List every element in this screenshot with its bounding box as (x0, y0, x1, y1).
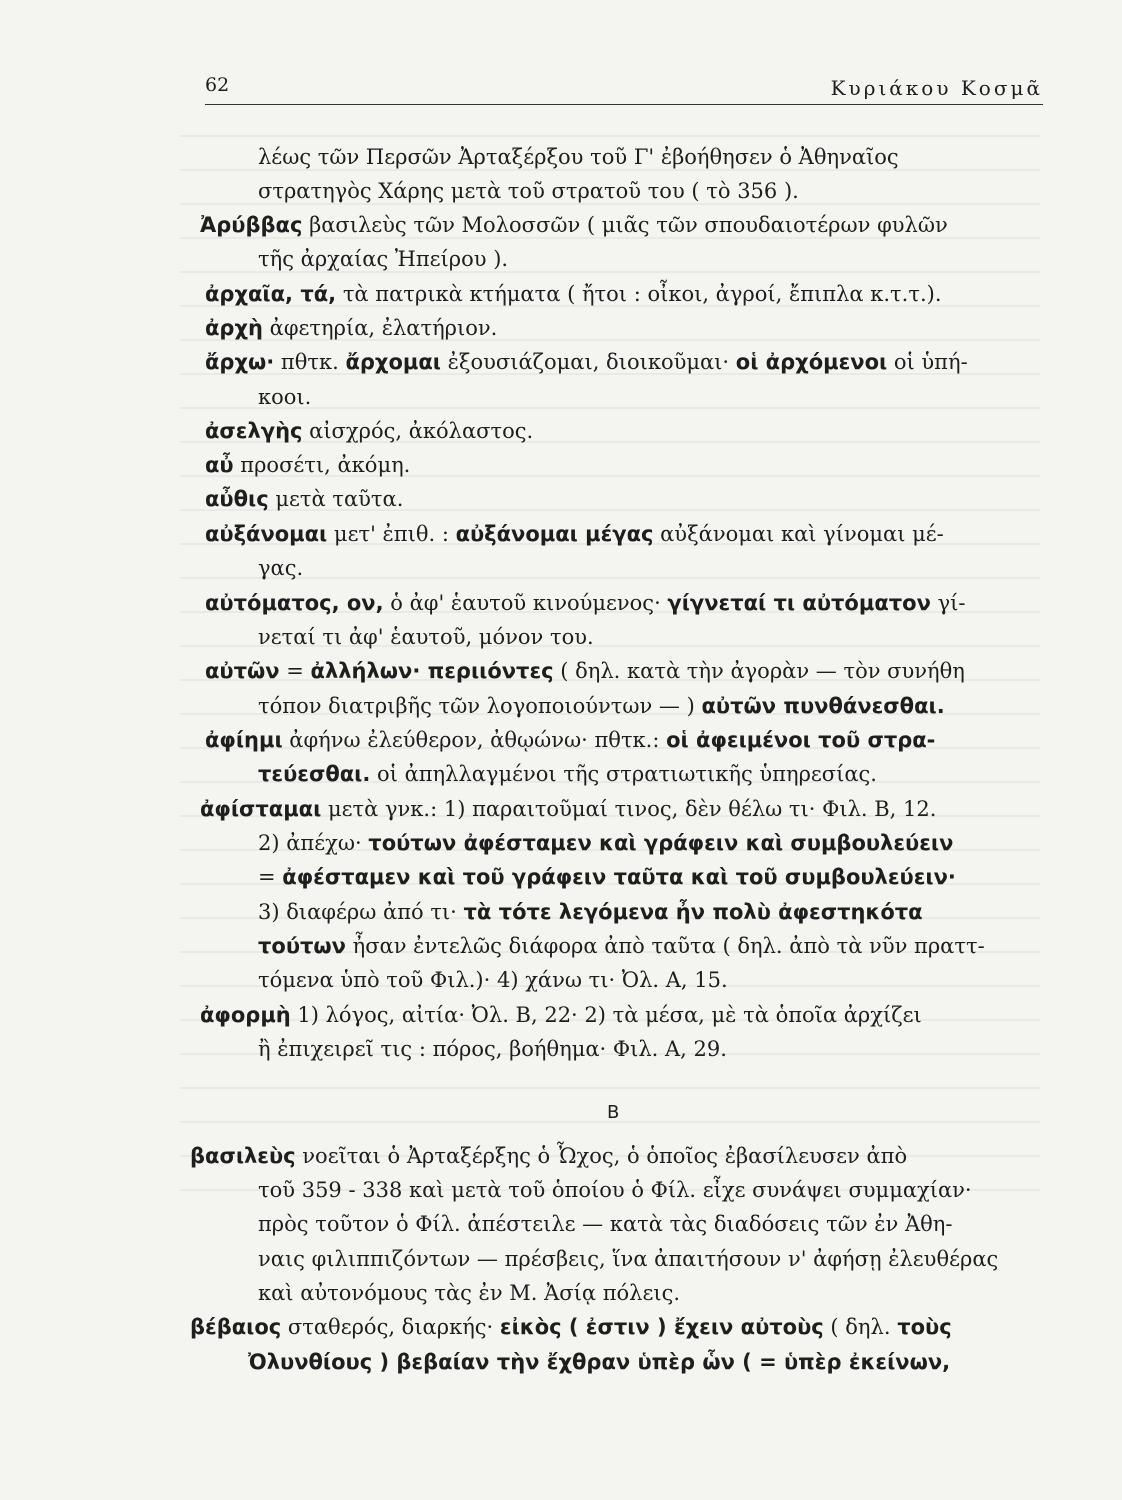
gloss-text: σταθερός, διαρκής· (281, 1315, 500, 1339)
gloss-text: νεταί τι ἀφ' ἑαυτοῦ, μόνον του. (258, 625, 594, 649)
section-letter: Β (607, 1102, 620, 1123)
text-line (258, 829, 953, 857)
text-line (248, 1348, 950, 1376)
headword: Ἀρύββας (200, 213, 303, 237)
headword: τοὺς (897, 1315, 952, 1339)
text-line (205, 589, 965, 617)
headword: ἀρχαῖα, τά, (205, 282, 337, 306)
text-line (258, 383, 311, 411)
gloss-text: ἀφετηρία, ἐλατήριον. (262, 316, 498, 340)
gloss-text: ναις φιλιππιζόντων — πρέσβεις, ἵνα ἀπαιτήσουν ν' ἀφήσῃ ἐλευθέρας (258, 1247, 999, 1271)
text-line (258, 898, 923, 926)
gloss-text: ἢ ἐπιχειρεῖ τις : πόρος, βοήθημα· Φιλ. Α, 29. (258, 1037, 727, 1061)
text-line (205, 485, 403, 513)
gloss-text: = (279, 659, 311, 683)
gloss-text: ὁ ἀφ' ἑαυτοῦ κινούμενος· (383, 591, 668, 615)
text-line (258, 760, 877, 788)
text-line (258, 932, 985, 960)
text-line (258, 1279, 680, 1307)
gloss-text: αὐξάνομαι καὶ γίνομαι μέ- (653, 522, 944, 546)
headword: τὰ τότε λεγόμενα ἦν πολὺ ἀφεστηκότα (463, 900, 923, 924)
gloss-text: γί- (930, 591, 966, 615)
headword: εἰκὸς ( ἐστιν ) ἔχειν αὐτοὺς (499, 1315, 824, 1339)
headword: οἱ ἀφειμένοι τοῦ στρα- (666, 728, 936, 752)
gloss-text: πθτκ. (274, 350, 346, 374)
headword: αὐτόματος, ον, (205, 591, 384, 615)
text-line (258, 1210, 952, 1238)
headword: τούτων ἀφέσταμεν καὶ γράφειν καὶ συμβουλεύειν (368, 831, 954, 855)
text-line (205, 451, 410, 479)
text-line (200, 211, 948, 239)
gloss-text: ἀφήνω ἐλεύθερον, ἀθῳώνω· πθτκ.: (282, 728, 667, 752)
gloss-text: 1) λόγος, αἰτία· Ὀλ. Β, 22· 2) τὰ μέσα, μὲ τὰ ὁποῖα ἀρχίζει (290, 1003, 922, 1027)
text-line (205, 657, 965, 685)
gloss-text: τόπον διατριβῆς τῶν λογοποιούντων — ) (258, 694, 702, 718)
headword: αὖ (205, 453, 234, 477)
headword: βασιλεὺς (190, 1144, 296, 1168)
gloss-text: μετὰ γνκ.: 1) παραιτοῦμαί τινος, δὲν θέλω τι· Φιλ. Β, 12. (321, 797, 937, 821)
text-line (258, 143, 899, 171)
gloss-text: ἐξουσιάζομαι, διοικοῦμαι· (440, 350, 736, 374)
gloss-text: ( δηλ. κατὰ τὴν ἀγορὰν — τὸν συνήθη (553, 659, 965, 683)
gloss-text: λέως τῶν Περσῶν Ἀρταξέρξου τοῦ Γ' ἐβοήθησεν ὁ Ἀθηναῖος (258, 145, 899, 169)
headword: βέβαιος (190, 1315, 282, 1339)
text-line (205, 348, 968, 376)
gloss-text: πρὸς τοῦτον ὁ Φίλ. ἀπέστειλε — κατὰ τὰς διαδόσεις τῶν ἐν Ἀθη- (258, 1212, 953, 1236)
text-line (258, 1176, 972, 1204)
text-line (205, 417, 533, 445)
gloss-text: τῆς ἀρχαίας Ἠπείρου ). (258, 247, 509, 271)
gloss-text: = (258, 865, 283, 889)
gloss-text: ( δηλ. (823, 1315, 898, 1339)
headword: ἀλλήλων· περιιόντες (310, 659, 554, 683)
gloss-text: τὰ πατρικὰ κτήματα ( ἤτοι : οἶκοι, ἀγροί, ἔπιπλα κ.τ.τ.). (336, 282, 942, 306)
gloss-text: τόμενα ὑπὸ τοῦ Φιλ.)· 4) χάνω τι· Ὀλ. Α, 15. (258, 968, 728, 992)
headword: αὐξάνομαι (205, 522, 328, 546)
headword: ἀσελγὴς (205, 419, 303, 443)
headword: τούτων (258, 934, 346, 958)
text-line (258, 692, 945, 720)
text-line (258, 966, 728, 994)
text-line (258, 1035, 727, 1063)
text-line (258, 1245, 998, 1273)
text-line (205, 314, 497, 342)
running-head: Κυριάκου Κοσμᾶ (830, 76, 1043, 100)
gloss-text: αἰσχρός, ἀκόλαστος. (302, 419, 534, 443)
headword: Ὀλυνθίους ) βεβαίαν τὴν ἔχθραν ὑπὲρ ὧν ( = ὑπὲρ ἐκείνων, (248, 1350, 951, 1374)
gloss-text: οἱ ἀπηλλαγμένοι τῆς στρατιωτικῆς ὑπηρεσίας. (370, 762, 877, 786)
headword: ἄρχομαι (345, 350, 441, 374)
gloss-text: προσέτι, ἀκόμη. (233, 453, 411, 477)
text-line (258, 554, 303, 582)
text-line (205, 520, 944, 548)
text-line (205, 726, 935, 754)
headword: ἀφίσταμαι (200, 797, 322, 821)
text-line (205, 280, 942, 308)
headword: ἀφορμὴ (200, 1003, 291, 1027)
gloss-text: κοοι. (258, 385, 312, 409)
text-line (258, 863, 956, 891)
gloss-text: στρατηγὸς Χάρης μετὰ τοῦ στρατοῦ του ( τὸ 356 ). (258, 179, 799, 203)
gloss-text: μετὰ ταῦτα. (268, 487, 404, 511)
headword: ἀφίημι (205, 728, 283, 752)
headword: αὐτῶν (205, 659, 280, 683)
gloss-text: 3) διαφέρω ἀπό τι· (258, 900, 464, 924)
headword: ἀρχὴ (205, 316, 263, 340)
gloss-text: βασιλεὺς τῶν Μολοσσῶν ( μιᾶς τῶν σπουδαιοτέρων φυλῶν (302, 213, 948, 237)
text-line (190, 1142, 907, 1170)
gloss-text: μετ' ἐπιθ. : (327, 522, 456, 546)
gloss-text: τοῦ 359 - 338 καὶ μετὰ τοῦ ὁποίου ὁ Φίλ. εἶχε συνάψει συμμαχίαν· (258, 1178, 972, 1202)
headword: αὐτῶν πυνθάνεσθαι. (701, 694, 945, 718)
headword: γίγνεταί τι αὐτόματον (667, 591, 931, 615)
headword: τεύεσθαι. (258, 762, 371, 786)
headword: οἱ ἀρχόμενοι (735, 350, 888, 374)
gloss-text: ἦσαν ἐντελῶς διάφορα ἀπὸ ταῦτα ( δηλ. ἀπὸ τὰ νῦν πραττ- (345, 934, 985, 958)
gloss-text: 2) ἀπέχω· (258, 831, 369, 855)
text-line (190, 1313, 952, 1341)
gloss-text: νοεῖται ὁ Ἀρταξέρξης ὁ Ὦχος, ὁ ὁποῖος ἐβασίλευσεν ἀπὸ (295, 1144, 908, 1168)
headword: αὖθις (205, 487, 269, 511)
page-number: 62 (205, 74, 230, 96)
headword: αὐξάνομαι μέγας (455, 522, 654, 546)
text-line (258, 245, 508, 273)
headword: ἀφέσταμεν καὶ τοῦ γράφειν ταῦτα καὶ τοῦ συμβουλεύειν· (282, 865, 956, 889)
gloss-text: καὶ αὐτονόμους τὰς ἐν Μ. Ἀσίᾳ πόλεις. (258, 1281, 681, 1305)
gloss-text: οἱ ὑπή- (887, 350, 968, 374)
headword: ἄρχω· (205, 350, 275, 374)
page-header (205, 72, 1043, 105)
text-line (200, 1001, 922, 1029)
gloss-text: γας. (258, 556, 304, 580)
text-line (258, 177, 799, 205)
text-line (258, 623, 594, 651)
text-line (200, 795, 936, 823)
